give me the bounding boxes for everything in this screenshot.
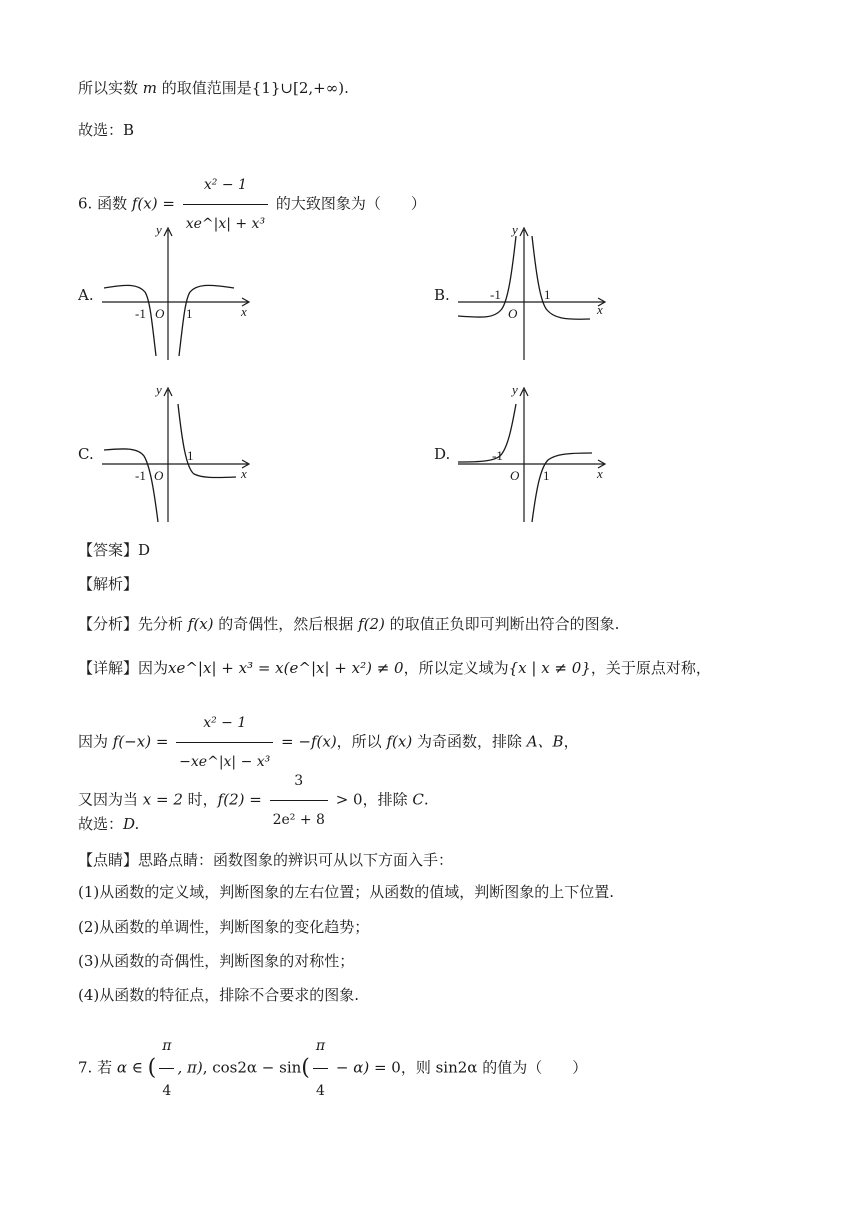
answer-line: 【答案】D xyxy=(78,541,151,559)
choose-line: 故选：D. xyxy=(78,815,140,833)
graph-option-c xyxy=(98,380,258,526)
odd-function-line: 因为 f(−x) = $\frac{\text{x² − 1}}{\text{−xe\textasciicircum{}|x| − x³}}$ = −f(x)，所以 f(x) 为奇函数，排除 A、B， xyxy=(78,706,579,779)
y-axis-label: y xyxy=(156,382,162,397)
x-axis-label: x xyxy=(597,466,603,481)
option-b-label: B. xyxy=(434,286,450,304)
y-axis-label: y xyxy=(156,222,162,237)
origin-label: O xyxy=(510,468,520,483)
tick-neg1: -1 xyxy=(490,287,501,302)
dianjing-line: 【点睛】思路点睛：函数图象的辨识可从以下方面入手： xyxy=(78,851,454,869)
tip-1: (1)从函数的定义域，判断图象的左右位置；从函数的值域，判断图象的上下位置. xyxy=(78,883,615,901)
range-set: {1}∪[2,+∞) xyxy=(251,79,345,97)
tip-2: (2)从函数的单调性，判断图象的变化趋势； xyxy=(78,918,370,936)
tip-3: (3)从函数的奇偶性，判断图象的对称性； xyxy=(78,952,355,970)
tick-pos1: 1 xyxy=(544,287,551,302)
tip-4: (4)从函数的特征点，排除不合要求的图象. xyxy=(78,986,360,1004)
origin-label: O xyxy=(508,306,518,321)
option-a-label: A. xyxy=(78,286,94,304)
tick-pos1: 1 xyxy=(187,448,194,463)
tick-neg1: -1 xyxy=(492,448,503,463)
y-axis-label: y xyxy=(512,382,518,397)
origin-label: O xyxy=(155,306,165,321)
tick-neg1: -1 xyxy=(135,306,146,321)
question-7: 7. 若 α ∈ ( $\frac{\pi}{4}$ , π), cos2α − sin( $\frac{\pi}{4}$ − α) = 0，则 sin2α 的值为（ ） xyxy=(78,1026,587,1111)
graph-option-d xyxy=(454,380,614,526)
q6-fraction: $\frac{\text{x² − 1}}{\text{xe\textasciicircum{}|x| + x³}}$ xyxy=(183,168,268,241)
x-axis-label: x xyxy=(241,304,247,319)
fenxi-line: 【分析】先分析 f(x) 的奇偶性，然后根据 f(2) 的取值正负即可判断出符合的图象. xyxy=(78,615,620,633)
f2-line: 又因为当 x = 2 时，f(2) = $\frac{3}{\text{2e² + 8}}$ > 0，排除 C. xyxy=(78,764,429,837)
xiangjie-line: 【详解】因为xe^|x| + x³ = x(e^|x| + x²) ≠ 0，所以定义域为{x | x ≠ 0}，关于原点对称， xyxy=(78,659,711,677)
x-axis-label: x xyxy=(597,302,603,317)
graph-option-a xyxy=(98,222,258,362)
question-6: 6. 函数 f(x) = $\frac{\text{x² − 1}}{\text{xe\textasciicircum{}|x| + x³}}$ 的大致图象为（ ） xyxy=(78,168,426,241)
choice-b-line: 故选：B xyxy=(78,121,135,139)
origin-label: O xyxy=(154,468,164,483)
analysis-heading: 【解析】 xyxy=(78,575,139,593)
graph-option-b xyxy=(454,222,614,362)
range-conclusion: 所以实数 m 的取值范围是{1}∪[2,+∞). xyxy=(78,79,349,97)
tick-neg1: -1 xyxy=(135,468,146,483)
x-axis-label: x xyxy=(241,466,247,481)
y-axis-label: y xyxy=(512,222,518,237)
option-c-label: C. xyxy=(78,445,94,463)
tick-pos1: 1 xyxy=(543,468,550,483)
option-d-label: D. xyxy=(434,445,451,463)
tick-pos1: 1 xyxy=(186,306,193,321)
